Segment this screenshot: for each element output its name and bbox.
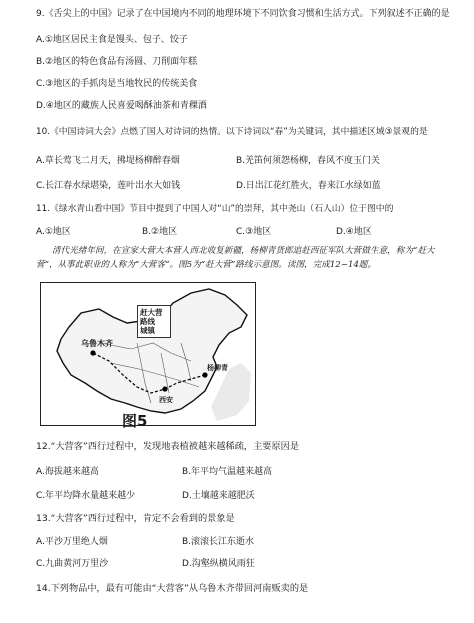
q13-option-b: B.滚滚长江东逝水 [182,537,255,547]
q10-option-a: A.草长莺飞二月天，拂堤杨柳醉春烟 [36,156,180,166]
q12-option-d: D.土壤越来越肥沃 [182,491,255,501]
q12-option-c: C.年平均降水量越来越少 [36,491,136,501]
q12-stem: 12.“大营客”西行过程中，发现地表植被越来越稀疏，主要原因是 [36,441,300,452]
city-dot-yangliuqing [202,372,207,377]
q9-option-a: A.①地区居民主食是馒头、包子、饺子 [36,35,188,45]
city-dot-xian [162,386,167,391]
q10-option-c: C.长江春水绿堪染，莲叶出水大如钱 [36,181,181,191]
q13-option-c: C.九曲黄河万里沙 [36,559,109,569]
label-urumqi: 乌鲁木齐 [81,339,113,348]
q12-option-a: A.海拔越来越高 [36,467,99,477]
q13-stem: 13.“大营客”西行过程中，肯定不会看到的景象是 [36,513,235,524]
legend-city-label: 城镇 [140,326,155,335]
label-yangliuqing: 杨柳青 [207,364,228,372]
passage-text: 清代光绪年间，在宣家大营大本营人西北收复新疆，杨柳青货郎追赶西征军队大营做生意，称为“赶大营”，从事此职业的人称为“大营客”。图5为“赶大营”路线示意图。读图，完成12~14题。 [36,246,435,270]
q10-stem: 10.《中国诗词大会》点燃了国人对诗词的热情。以下诗词以“春”为关键词，其中描述区域③景观的是 [36,127,428,137]
q11-option-b: B.②地区 [142,227,178,237]
route-map [40,282,256,426]
q13-option-d: D.沟壑纵横风雨狂 [182,559,255,569]
q11-stem: 11.《绿水青山看中国》节目中提到了中国人对“山”的崇拜，其中尧山（石人山）位于图中的 [36,204,394,214]
q13-option-a: A.平沙万里绝人烟 [36,537,108,547]
q9-option-b: B.②地区的特色食品有汤圆、刀削面年糕 [36,57,198,67]
label-xian: 西安 [159,396,173,404]
q9-option-c: C.③地区的手抓肉是当地牧民的传统美食 [36,79,198,89]
q11-option-d: D.④地区 [336,227,372,237]
q10-option-b: B.羌笛何须怨杨柳，春风不度玉门关 [236,156,381,166]
q9-stem: 9.《舌尖上的中国》记录了在中国境内不同的地理环境下不同饮食习惯和生活方式。下列叙述不正确的是 [36,9,450,19]
q12-option-b: B.年平均气温越来越高 [182,467,273,477]
figure-caption: 图5 [122,412,148,430]
map-legend [137,305,171,338]
q14-stem: 14.下列物品中，最有可能由“大营客”从乌鲁木齐带回河南贩卖的是 [36,583,309,594]
q10-option-d: D.日出江花红胜火，春来江水绿如蓝 [236,181,381,191]
q9-option-d: D.④地区的藏族人民喜爱喝酥油茶和青稞酒 [36,101,207,111]
q11-option-c: C.③地区 [236,227,272,237]
q11-option-a: A.①地区 [36,227,71,237]
city-dot-urumqi [90,350,95,355]
legend-route-label: 赶大营路线 [140,308,163,326]
